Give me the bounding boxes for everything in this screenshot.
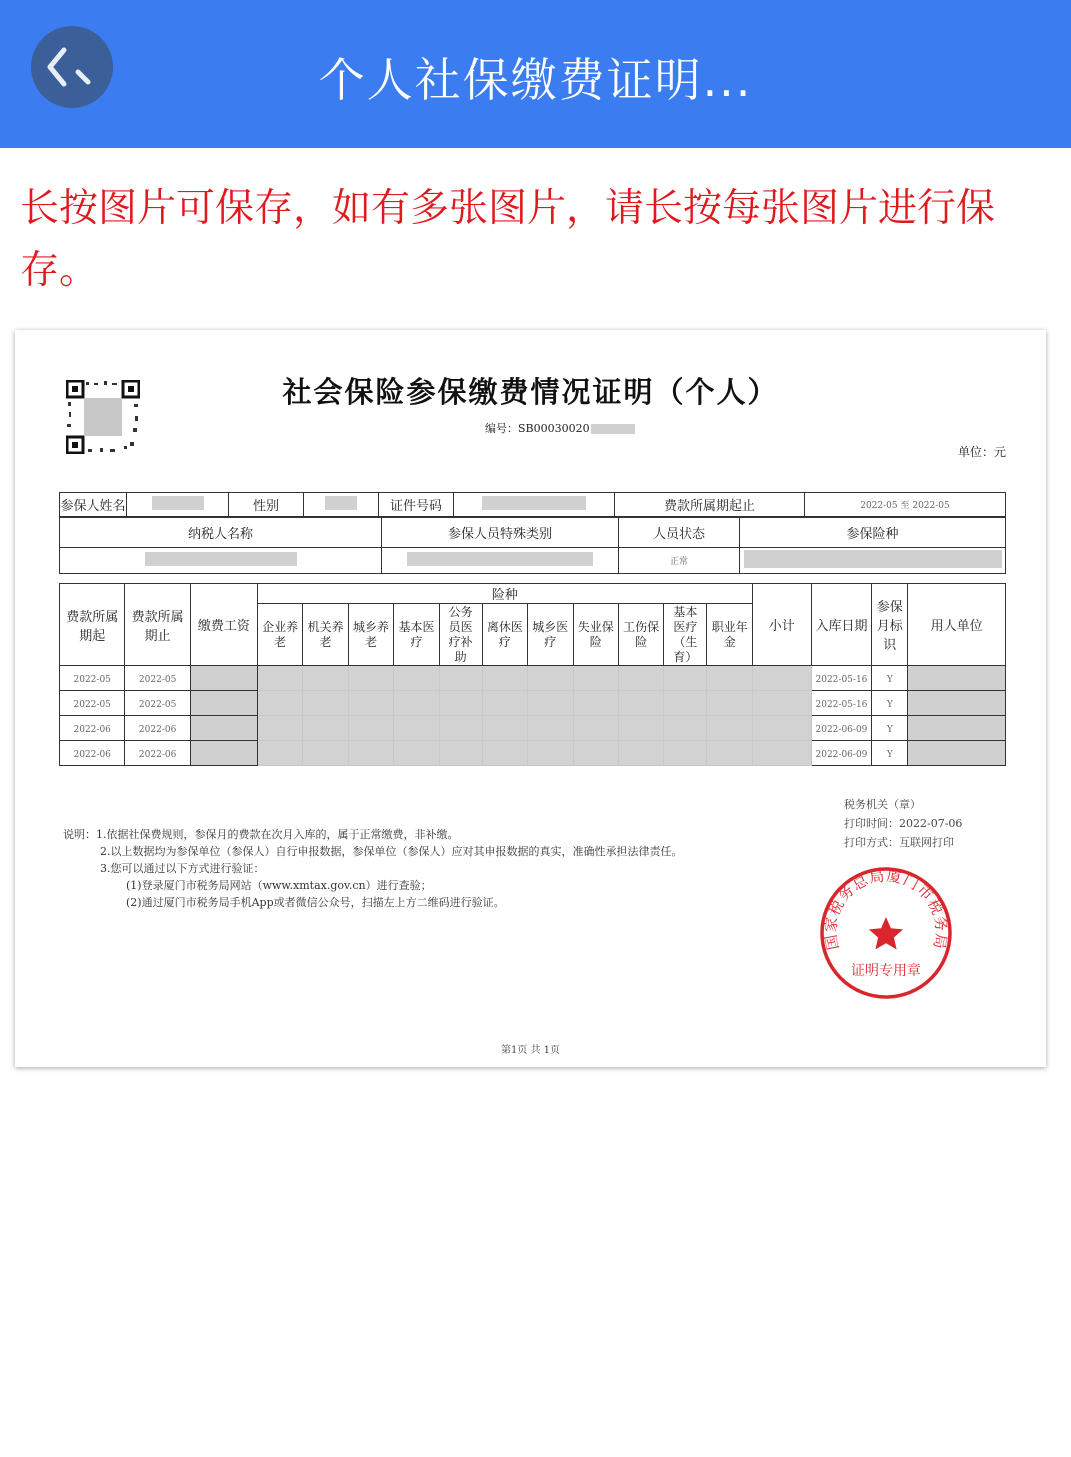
id-number-value [454, 493, 615, 517]
cell-insurance-amount [707, 691, 752, 716]
table-row [60, 741, 1006, 766]
th-insurance-type: 机关养老 [303, 604, 348, 666]
cell-insurance-amount [348, 666, 393, 691]
cell-insurance-amount [528, 741, 573, 766]
cell-wage [190, 716, 257, 741]
taxpayer-table [59, 517, 1006, 574]
th-month-flag: 参保月标识 [872, 584, 908, 666]
cell-insurance-amount [618, 741, 663, 766]
cell-insurance-amount [707, 741, 752, 766]
table-row [60, 666, 1006, 691]
cell-insurance-amount [394, 691, 439, 716]
cell-insurance-amount [394, 741, 439, 766]
note-1: 说明：1.依据社保费规则，参保月的费款在次月入库的，属于正常缴费，非补缴。 [63, 828, 459, 841]
print-time: 打印时间：2022-07-06 [844, 817, 963, 830]
cell-month-flag: Y [872, 741, 908, 766]
cell-insurance-amount [482, 666, 527, 691]
seal-bottom-text: 证明专用章 [851, 963, 921, 979]
cell-period-start: 2022-06 [60, 741, 125, 766]
cell-insurance-amount [528, 666, 573, 691]
cell-insurance-amount [664, 691, 707, 716]
th-insurance-type: 城乡医疗 [528, 604, 573, 666]
cell-insurance-amount [528, 691, 573, 716]
special-category-value [382, 548, 619, 574]
th-insurance-group: 险种 [257, 584, 752, 604]
payment-table [59, 583, 1006, 766]
insured-info-table [59, 492, 1006, 517]
th-period-end: 费款所属期止 [125, 584, 190, 666]
cell-insurance-amount [257, 716, 302, 741]
cell-insurance-amount [303, 716, 348, 741]
cell-insurance-amount [348, 741, 393, 766]
cell-insurance-amount [439, 741, 482, 766]
period-value: 2022-05 至 2022-05 [805, 493, 1006, 517]
document-title: 社会保险参保缴费情况证明（个人） [282, 375, 779, 409]
cell-insurance-amount [482, 691, 527, 716]
table-row [60, 691, 1006, 716]
cell-insurance-amount [573, 691, 618, 716]
th-wage: 缴费工资 [190, 584, 257, 666]
cell-insurance-amount [257, 691, 302, 716]
cell-insurance-amount [394, 716, 439, 741]
taxpayer-label: 纳税人名称 [60, 518, 382, 548]
cell-insurance-amount [348, 716, 393, 741]
page-footer: 第1页 共 1页 [500, 1045, 561, 1056]
note-2: 2.以上数据均为参保单位（参保人）自行申报数据，参保单位（参保人）应对其申报数据的真实，准确性承担法律责任。 [100, 845, 683, 858]
th-insurance-type: 离休医疗 [482, 604, 527, 666]
period-label: 费款所属期起止 [615, 493, 805, 517]
person-status-label: 人员状态 [619, 518, 740, 548]
cell-insurance-amount [528, 716, 573, 741]
special-category-label: 参保人员特殊类别 [382, 518, 619, 548]
cell-storage-date: 2022-06-09 [811, 741, 872, 766]
cell-month-flag: Y [872, 666, 908, 691]
stamp-info [844, 795, 962, 852]
th-insurance-type: 职业年金 [707, 604, 752, 666]
th-insurance-type: 基本医疗（生育） [664, 604, 707, 666]
cell-storage-date: 2022-06-09 [811, 716, 872, 741]
notes [63, 826, 683, 911]
cell-month-flag: Y [872, 716, 908, 741]
cell-insurance-amount [257, 741, 302, 766]
cell-period-start: 2022-06 [60, 716, 125, 741]
cell-insurance-amount [664, 666, 707, 691]
cell-insurance-amount [303, 691, 348, 716]
cell-employer [908, 741, 1006, 766]
cell-insurance-amount [664, 741, 707, 766]
cell-insurance-amount [573, 666, 618, 691]
taxpayer-value [60, 548, 382, 574]
th-insurance-type: 公务员医疗补助 [439, 604, 482, 666]
cell-wage [190, 741, 257, 766]
tax-authority-label: 税务机关（章） [844, 798, 921, 811]
cell-insurance-amount [707, 716, 752, 741]
insurance-type-label: 参保险种 [740, 518, 1006, 548]
th-insurance-type: 失业保险 [573, 604, 618, 666]
cell-insurance-amount [303, 666, 348, 691]
insured-name-value [127, 493, 229, 517]
cell-period-end: 2022-05 [125, 666, 190, 691]
save-instruction: 长按图片可保存，如有多张图片，请长按每张图片进行保存。 [20, 186, 996, 293]
cell-insurance-amount [303, 741, 348, 766]
page-title: 个人社保缴费证明... [318, 53, 753, 107]
th-insurance-type: 企业养老 [257, 604, 302, 666]
th-insurance-type: 工伤保险 [618, 604, 663, 666]
th-insurance-type: 基本医疗 [394, 604, 439, 666]
th-employer: 用人单位 [908, 584, 1006, 666]
currency-unit: 单位：元 [957, 445, 1006, 459]
cell-employer [908, 666, 1006, 691]
cell-insurance-amount [707, 666, 752, 691]
cell-employer [908, 691, 1006, 716]
cell-insurance-amount [439, 691, 482, 716]
certificate-image[interactable] [15, 330, 1046, 1067]
note-3-1: (1)登录厦门市税务局网站（www.xmtax.gov.cn）进行查验； [126, 879, 432, 892]
cell-storage-date: 2022-05-16 [811, 666, 872, 691]
id-number-label: 证件号码 [379, 493, 454, 517]
cell-storage-date: 2022-05-16 [811, 691, 872, 716]
th-subtotal: 小计 [752, 584, 811, 666]
cell-insurance-amount [573, 741, 618, 766]
cell-employer [908, 716, 1006, 741]
cell-insurance-amount [482, 741, 527, 766]
cell-insurance-amount [439, 666, 482, 691]
cell-insurance-amount [257, 666, 302, 691]
cell-insurance-amount [618, 716, 663, 741]
cell-subtotal [752, 666, 811, 691]
cell-wage [190, 691, 257, 716]
print-method: 打印方式：互联网打印 [844, 836, 954, 849]
cell-wage [190, 666, 257, 691]
cell-insurance-amount [573, 716, 618, 741]
cell-subtotal [752, 691, 811, 716]
cell-subtotal [752, 741, 811, 766]
cell-insurance-amount [664, 716, 707, 741]
official-seal-icon [818, 865, 954, 1001]
th-insurance-type: 城乡养老 [348, 604, 393, 666]
insured-name-label: 参保人姓名 [60, 493, 127, 517]
cell-period-end: 2022-06 [125, 716, 190, 741]
cell-insurance-amount [394, 666, 439, 691]
insurance-type-value [740, 548, 1006, 574]
document-number: 编号：SB00030020 [485, 420, 635, 436]
cell-subtotal [752, 716, 811, 741]
cell-insurance-amount [439, 716, 482, 741]
cell-insurance-amount [618, 666, 663, 691]
note-3: 3.您可以通过以下方式进行验证： [100, 862, 265, 875]
cell-month-flag: Y [872, 691, 908, 716]
cell-insurance-amount [348, 691, 393, 716]
note-3-2: (2)通过厦门市税务局手机App或者微信公众号，扫描左上方二维码进行验证。 [126, 896, 505, 909]
gender-value [304, 493, 379, 517]
th-storage-date: 入库日期 [811, 584, 872, 666]
top-app-bar [0, 0, 1071, 148]
th-period-start: 费款所属期起 [60, 584, 125, 666]
cell-period-end: 2022-06 [125, 741, 190, 766]
cell-period-end: 2022-05 [125, 691, 190, 716]
table-row [60, 716, 1006, 741]
cell-period-start: 2022-05 [60, 691, 125, 716]
person-status-value: 正常 [619, 548, 740, 574]
gender-label: 性别 [229, 493, 304, 517]
cell-insurance-amount [482, 716, 527, 741]
cell-period-start: 2022-05 [60, 666, 125, 691]
seal-ring-text: 国家税务总局厦门市税务局 [821, 866, 951, 952]
cell-insurance-amount [618, 691, 663, 716]
